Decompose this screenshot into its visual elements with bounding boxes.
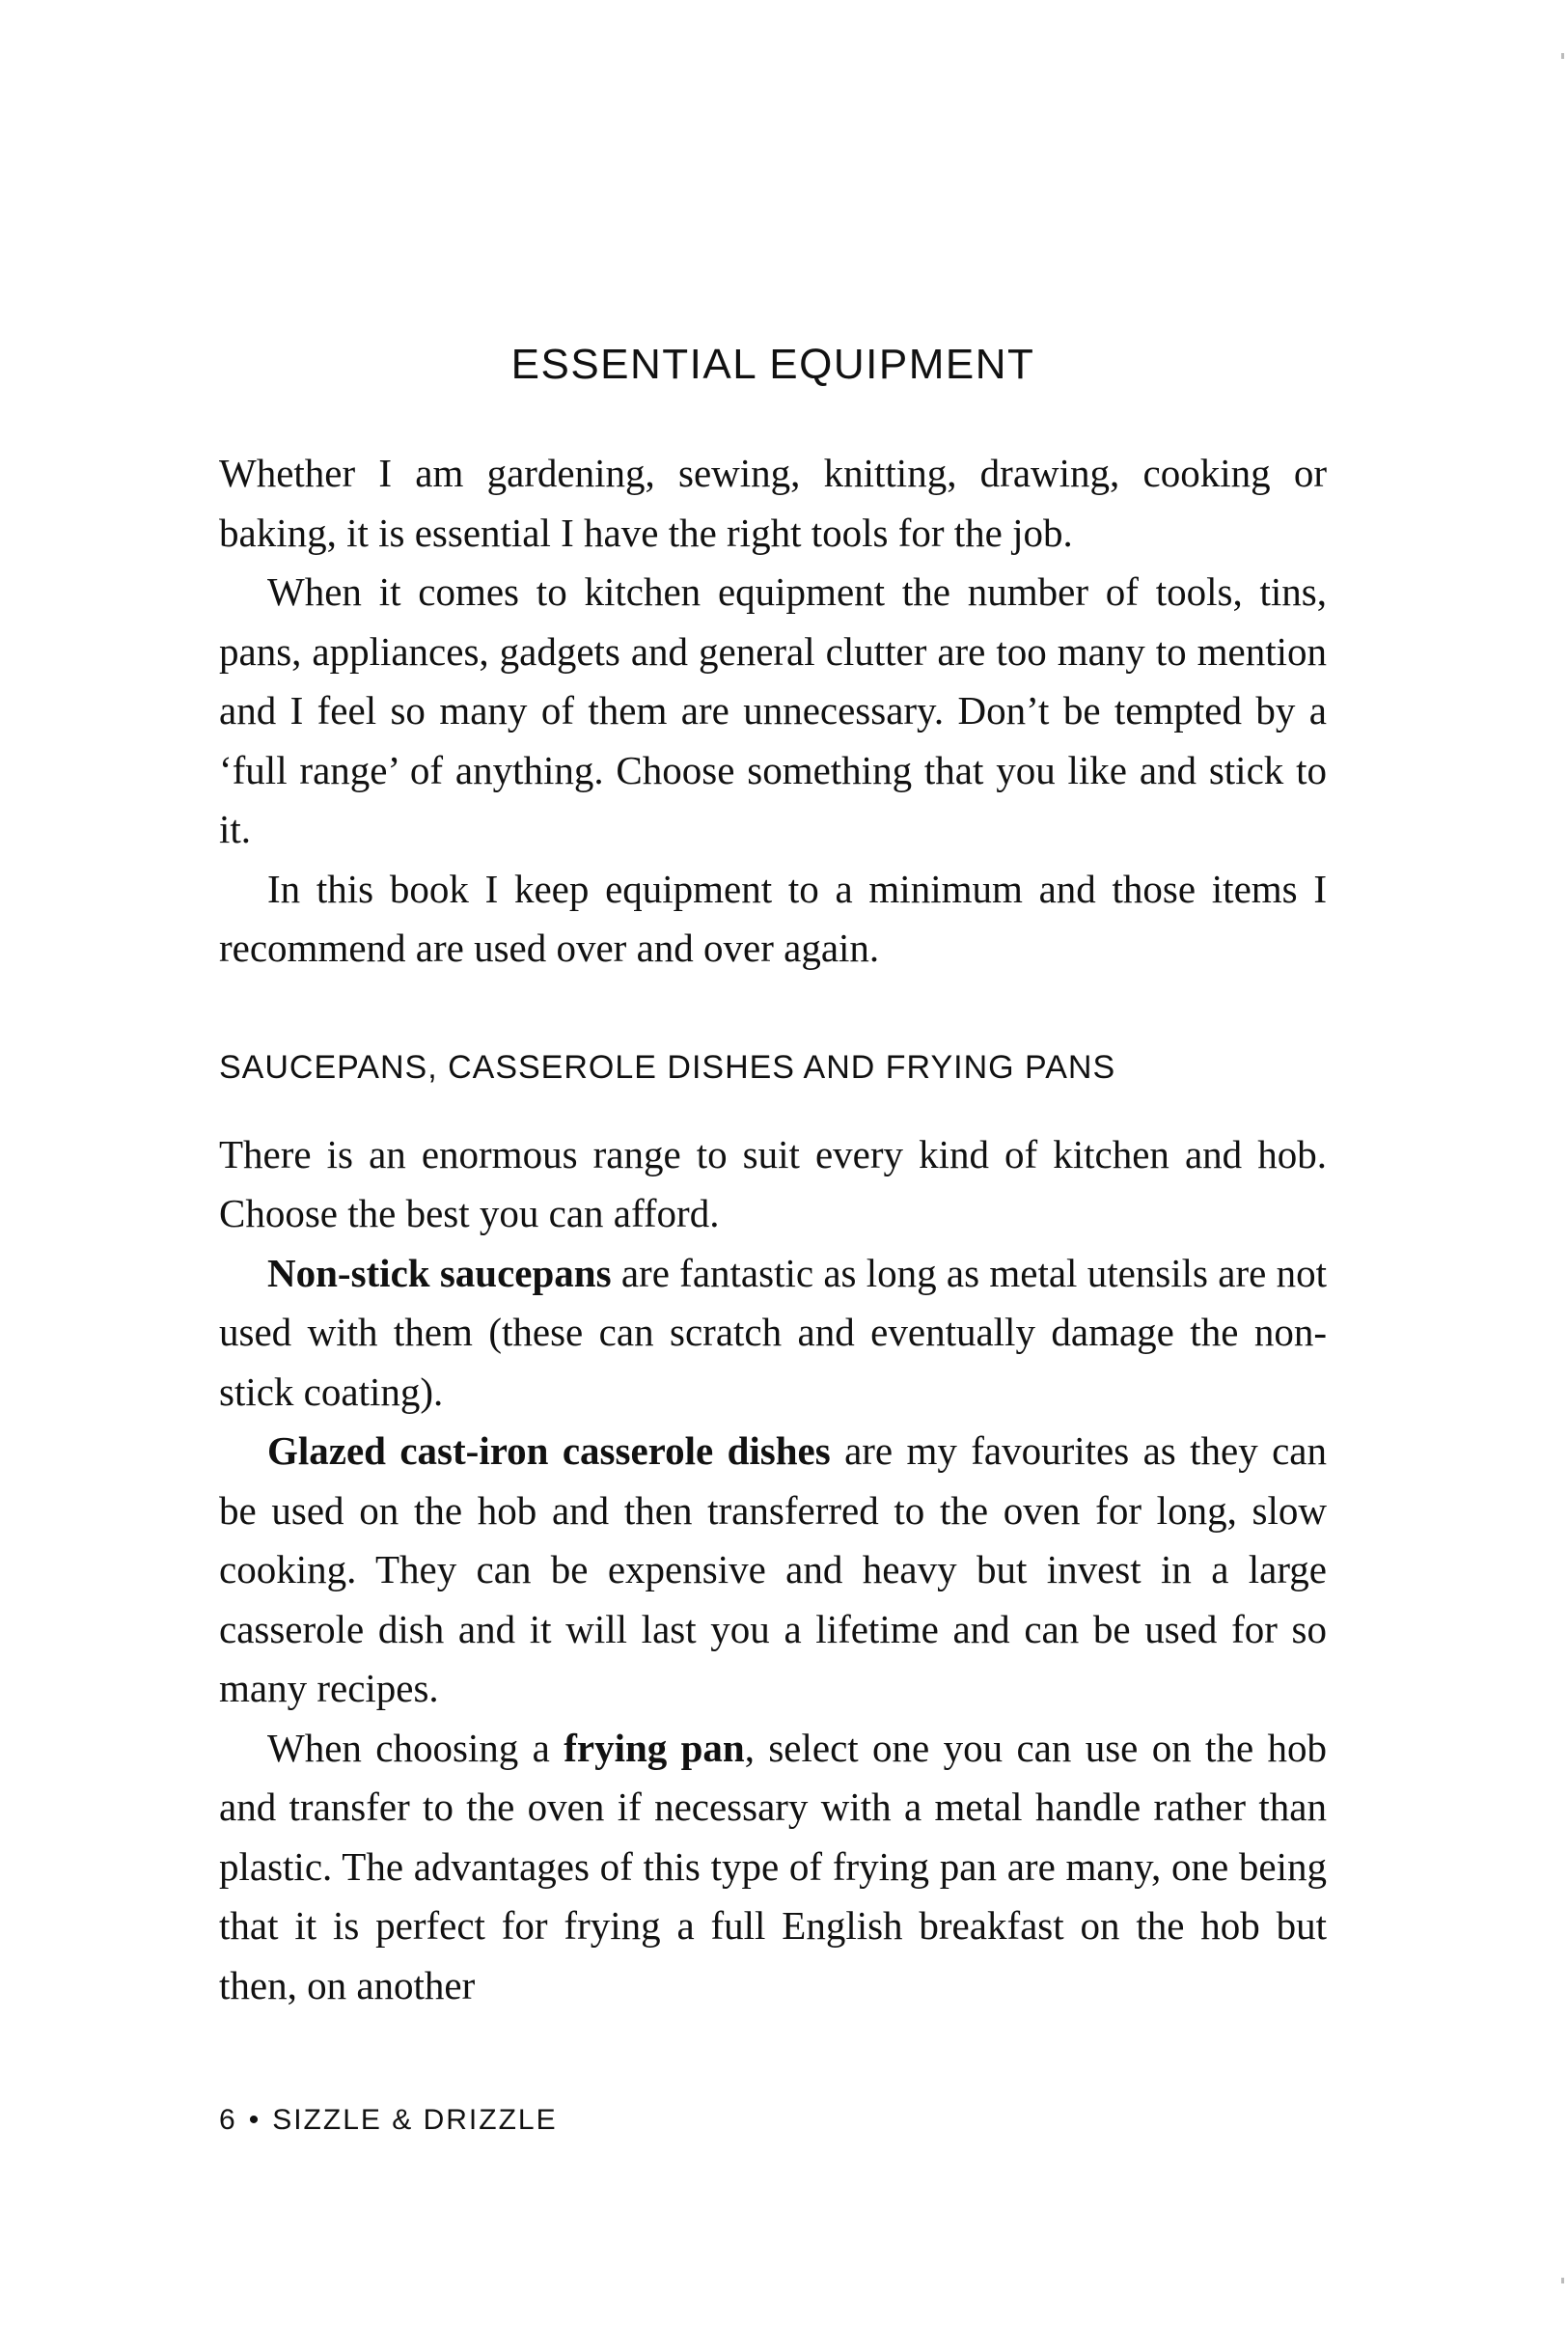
paragraph-text: are my favourites as they can be used on the hob and then transferred to the oven for long, slow cooking. They can be expensive and heavy but invest in a large casserole dish and it will last you a lifetime and can be used for so many recipes. bbox=[219, 1428, 1327, 1710]
paragraph-text: When choosing a bbox=[267, 1725, 564, 1770]
book-title: SIZZLE & DRIZZLE bbox=[272, 2104, 558, 2136]
page-footer bbox=[219, 2104, 558, 2137]
section-paragraph-2 bbox=[219, 1244, 1327, 1423]
page-number: 6 bbox=[219, 2104, 237, 2136]
section-paragraph-3 bbox=[219, 1422, 1327, 1719]
bold-term-non-stick-saucepans: Non-stick saucepans bbox=[267, 1250, 612, 1295]
bold-term-frying-pan: frying pan bbox=[564, 1725, 745, 1770]
paragraph-text: are fantastic as long as metal utensils are not used with them (these can scratch and eventually damage the non-stick coating). bbox=[219, 1250, 1327, 1414]
section-paragraph-1: There is an enormous range to suit every kind of kitchen and hob. Choose the best you can afford. bbox=[219, 1131, 1327, 1235]
bold-term-casserole-dishes: Glazed cast-iron casserole dishes bbox=[267, 1428, 831, 1473]
section-paragraph-4 bbox=[219, 1719, 1327, 2016]
page-content bbox=[219, 326, 1327, 2015]
section-heading: SAUCEPANS, CASSEROLE DISHES AND FRYING PANS bbox=[219, 1048, 1116, 1086]
intro-paragraph-1: Whether I am gardening, sewing, knitting, drawing, cooking or baking, it is essential I have the right tools for the job. bbox=[219, 451, 1327, 555]
page-edge-mark bbox=[1561, 53, 1564, 59]
chapter-heading: ESSENTIAL EQUIPMENT bbox=[510, 341, 1035, 388]
intro-paragraph-3: In this book I keep equipment to a minimum and those items I recommend are used over and over again. bbox=[219, 866, 1327, 970]
footer-separator: • bbox=[248, 2104, 261, 2136]
intro-paragraph-2: When it comes to kitchen equipment the number of tools, tins, pans, appliances, gadgets and general clutter are too many to mention and I feel so many of them are unnecessary. Don’t be tempted by a ‘full range’ of anything. Choose something that you like and stick to it. bbox=[219, 569, 1327, 851]
page-edge-mark bbox=[1561, 2278, 1564, 2283]
paragraph-text: , select one you can use on the hob and transfer to the oven if necessary with a metal handle rather than plastic. The advantages of this type of frying pan are many, one being that it is perfect for frying a full English breakfast on the hob but then, on another bbox=[219, 1725, 1328, 2007]
